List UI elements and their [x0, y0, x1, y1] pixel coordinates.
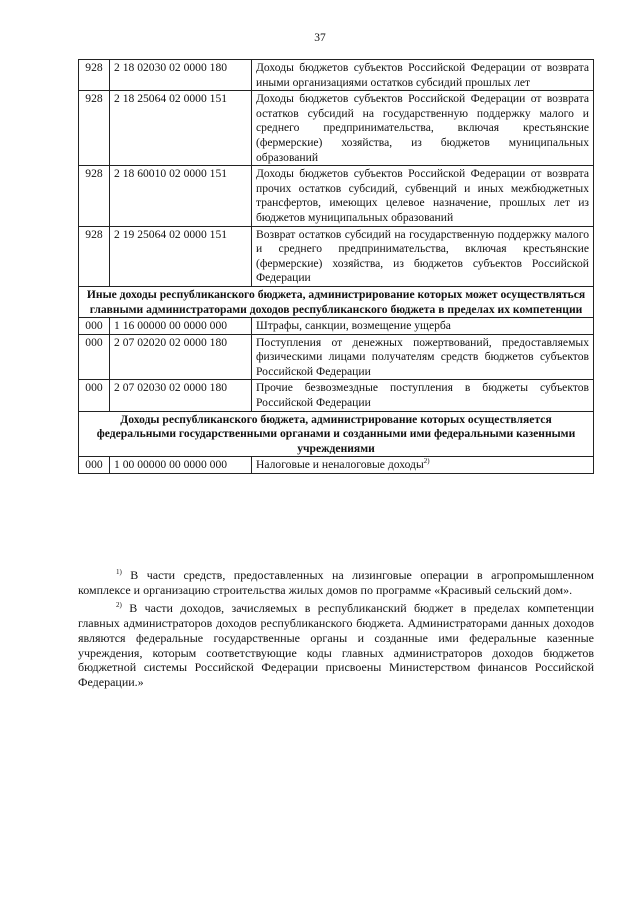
- revenue-name-cell: Возврат остатков субсидий на государственную поддержку малого и среднего предпринимательства, включая крестьянские (фермерские) хозяйства, из бюджетов субъектов Российской Федерации: [252, 226, 594, 286]
- revenue-code-cell: 1 00 00000 00 0000 000: [110, 457, 252, 474]
- section-heading: Иные доходы республиканского бюджета, администрирование которых может осуществляться главными администраторами доходов республиканского бюджета в пределах их компетенции: [79, 286, 594, 317]
- section-heading: Доходы республиканского бюджета, администрирование которых осуществляется федеральными государственными органами и созданными ими федеральными казенными учреждениями: [79, 411, 594, 457]
- admin-code-cell: 928: [79, 226, 110, 286]
- revenue-code-cell: 2 18 25064 02 0000 151: [110, 91, 252, 166]
- section-row: [79, 286, 594, 317]
- page-number: 37: [314, 32, 326, 44]
- footnote-mark: 1): [116, 568, 122, 576]
- table-row: [79, 457, 594, 474]
- admin-code-cell: 928: [79, 91, 110, 166]
- revenue-code-cell: 2 19 25064 02 0000 151: [110, 226, 252, 286]
- footnote: [78, 568, 594, 598]
- table-row: [79, 380, 594, 411]
- revenue-name-cell: Доходы бюджетов субъектов Российской Федерации от возврата прочих остатков субсидий, субвенций и иных межбюджетных трансфертов, имеющих целевое назначение, прошлых лет из бюджетов муниципальных образований: [252, 166, 594, 226]
- revenue-table: [78, 59, 594, 474]
- admin-code-cell: 928: [79, 60, 110, 91]
- section-row: [79, 411, 594, 457]
- revenue-name-cell: Прочие безвозмездные поступления в бюджеты субъектов Российской Федерации: [252, 380, 594, 411]
- revenue-name-text: Налоговые и неналоговые доходы: [256, 458, 424, 472]
- admin-code-cell: 000: [79, 334, 110, 380]
- revenue-code-cell: 1 16 00000 00 0000 000: [110, 318, 252, 335]
- table-row: [79, 91, 594, 166]
- table-row: [79, 60, 594, 91]
- revenue-name-cell: [252, 457, 594, 474]
- footnote-mark: 2): [116, 600, 122, 609]
- revenue-name-cell: Доходы бюджетов субъектов Российской Федерации от возврата остатков субсидий на государственную поддержку малого и среднего предпринимательства, включая крестьянские (фермерские) хозяйства, из бюджетов муниципальных образований: [252, 91, 594, 166]
- revenue-code-cell: 2 07 02020 02 0000 180: [110, 334, 252, 380]
- revenue-code-cell: 2 18 60010 02 0000 151: [110, 166, 252, 226]
- footnote-reference: 2): [423, 457, 430, 466]
- table-row: [79, 334, 594, 380]
- revenue-name-cell: Доходы бюджетов субъектов Российской Федерации от возврата иными организациями остатков субсидий прошлых лет: [252, 60, 594, 91]
- table-row: [79, 166, 594, 226]
- footnote-text: В части средств, предоставленных на лизинговые операции в агропромышленном комплексе и организацию строительства жилых домов по программе «Красивый сельский дом».: [78, 568, 594, 597]
- footnotes: [78, 568, 594, 693]
- revenue-name-cell: Поступления от денежных пожертвований, предоставляемых физическими лицами получателям средств бюджетов субъектов Российской Федерации: [252, 334, 594, 380]
- admin-code-cell: 000: [79, 318, 110, 335]
- admin-code-cell: 000: [79, 380, 110, 411]
- footnote-text: В части доходов, зачисляемых в республиканский бюджет в пределах компетенции главных администраторов доходов республиканского бюджета. Администраторами данных доходов являются федеральные государственные органы и созданные ими федеральные казенные учреждения, которым соответствующие коды главных администраторов доходов бюджетов бюджетной системы Российской Федерации присвоены Министерством финансов Российской Федерации.»: [78, 600, 595, 690]
- table-row: [79, 318, 594, 335]
- revenue-code-cell: 2 18 02030 02 0000 180: [110, 60, 252, 91]
- footnote: [78, 601, 594, 690]
- revenue-name-cell: Штрафы, санкции, возмещение ущерба: [252, 318, 594, 335]
- revenue-code-cell: 2 07 02030 02 0000 180: [110, 380, 252, 411]
- admin-code-cell: 000: [79, 457, 110, 474]
- table-row: [79, 226, 594, 286]
- admin-code-cell: 928: [79, 166, 110, 226]
